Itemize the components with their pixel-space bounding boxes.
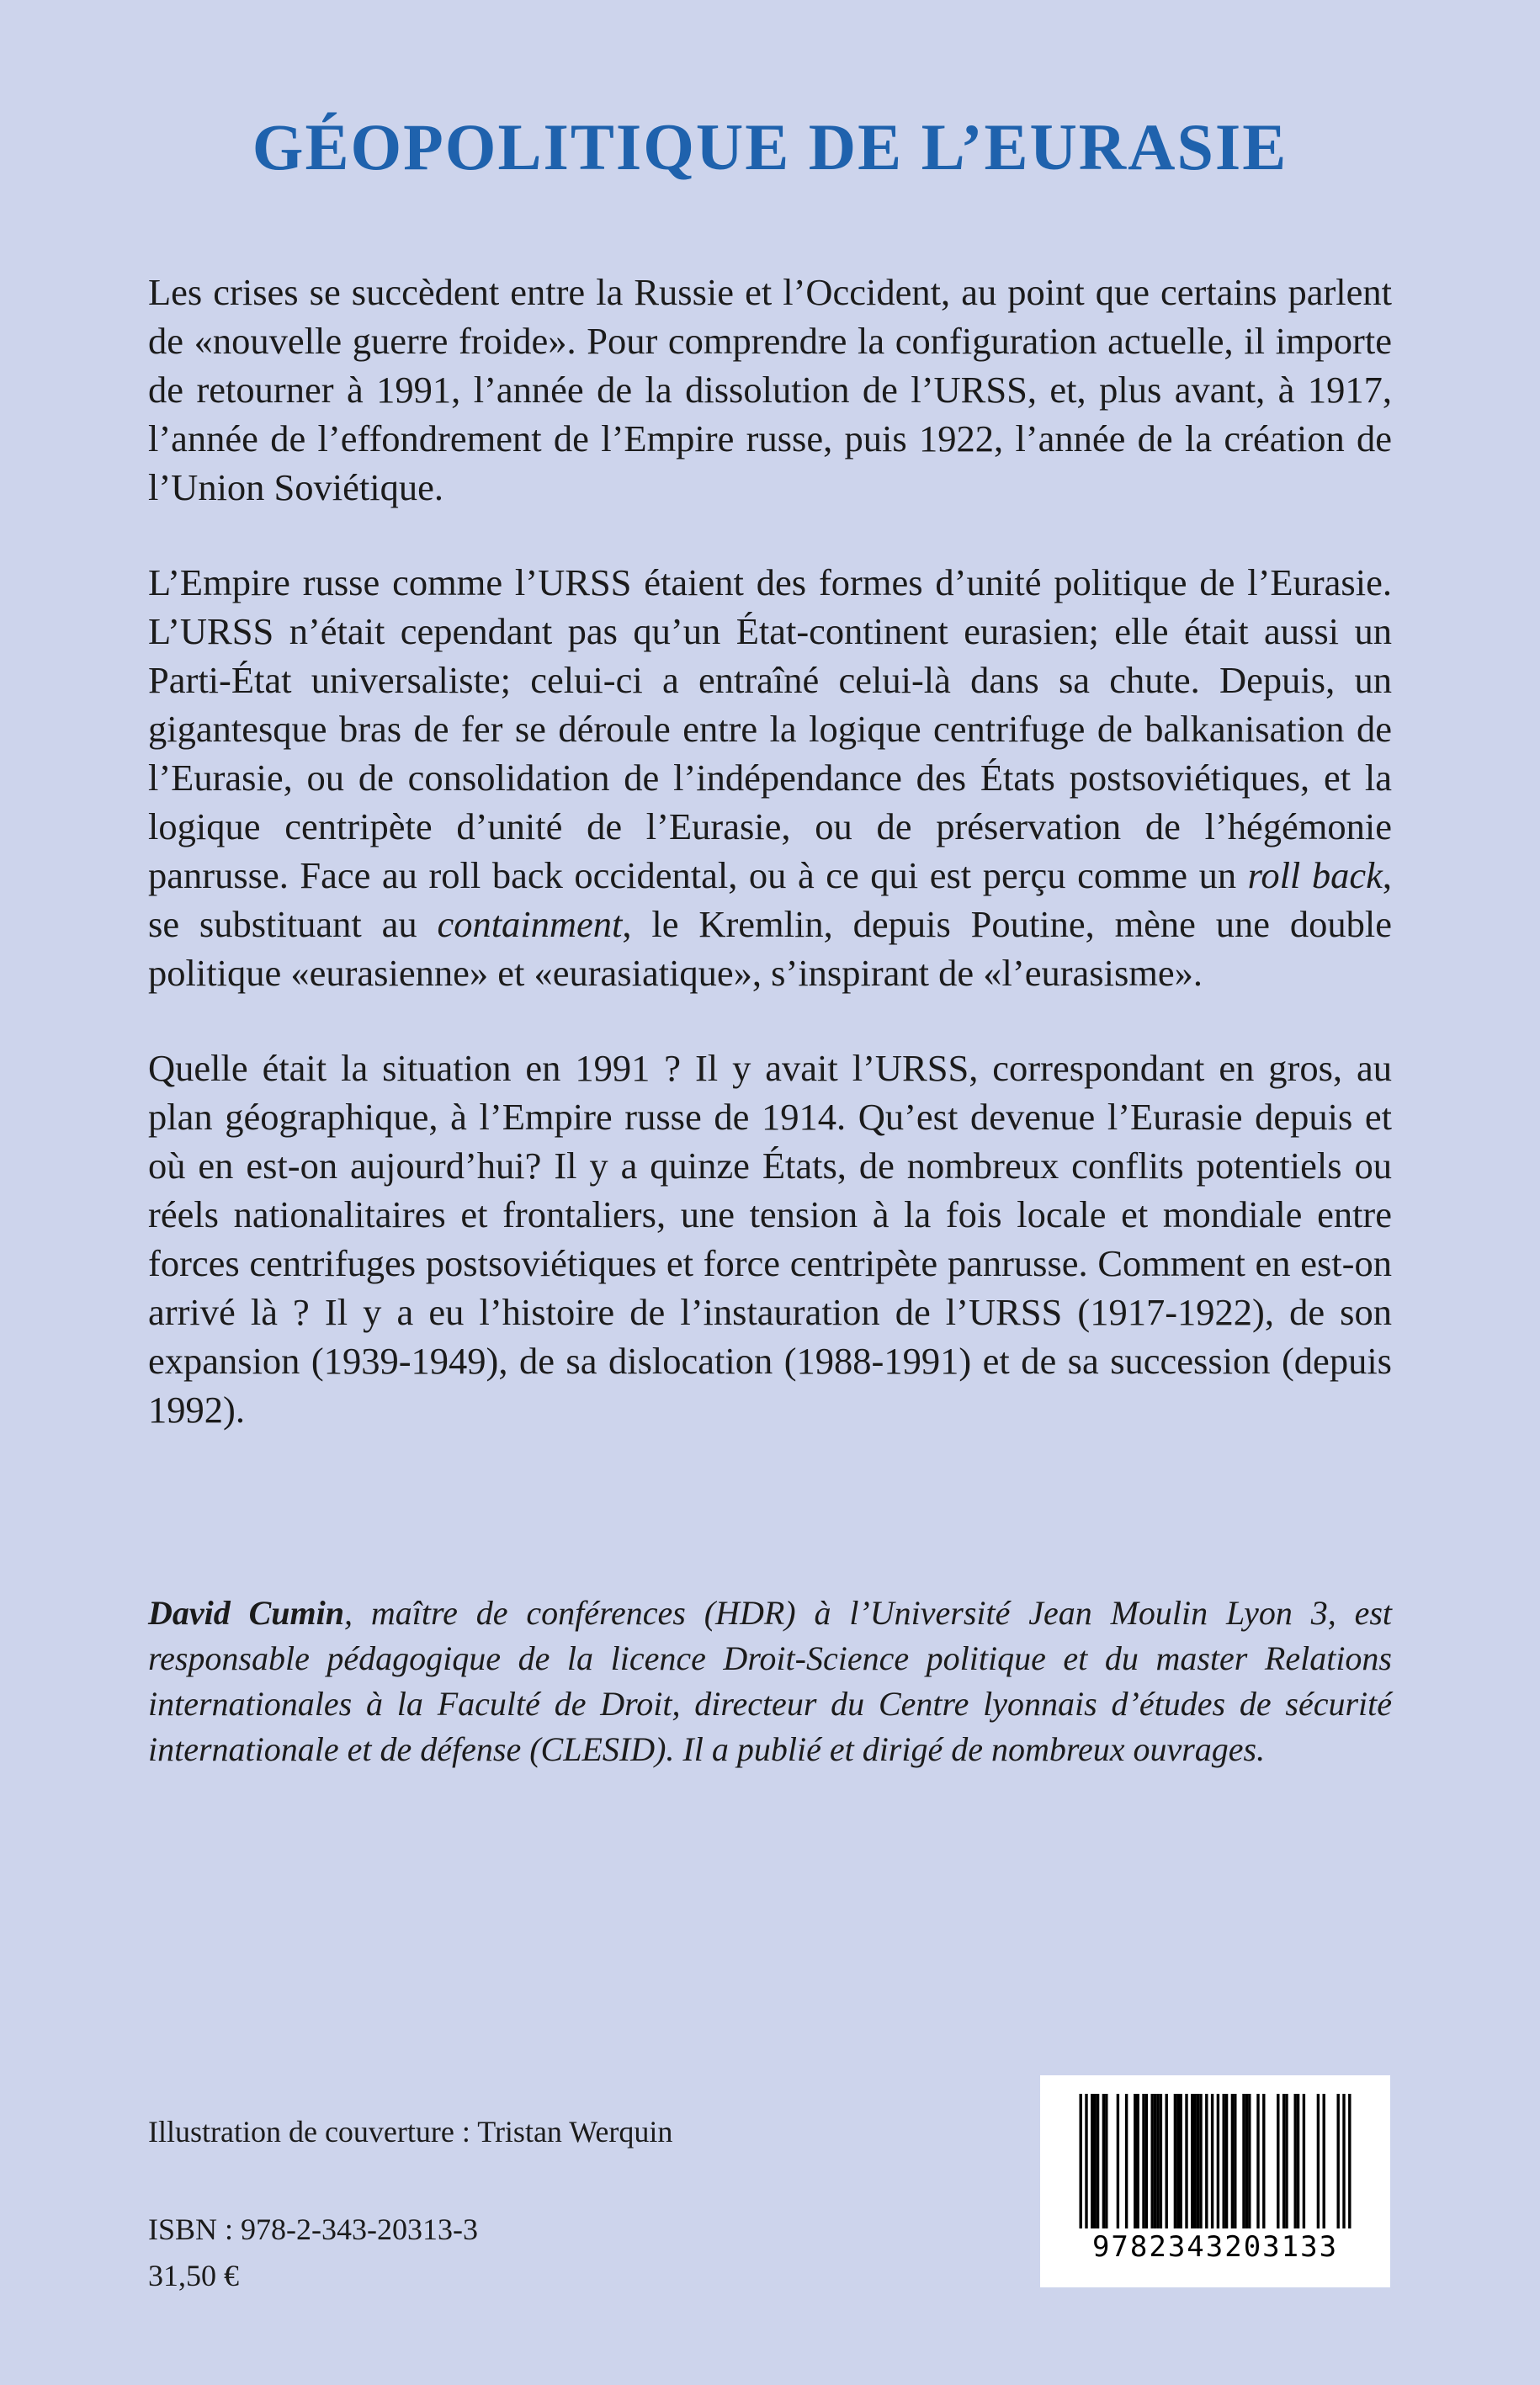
- barcode-bar: [1323, 2094, 1325, 2228]
- barcode-bar: [1248, 2094, 1251, 2228]
- barcode-bar: [1342, 2094, 1345, 2228]
- barcode-bar: [1125, 2094, 1128, 2228]
- barcode-bar: [1166, 2094, 1168, 2228]
- author-name: David Cumin: [148, 1594, 345, 1632]
- barcode-bar: [1282, 2094, 1285, 2228]
- barcode-bar: [1102, 2094, 1105, 2228]
- barcode-bar: [1156, 2094, 1159, 2228]
- barcode-bar: [1337, 2094, 1340, 2228]
- barcode-bar: [1151, 2094, 1154, 2228]
- barcode-bar: [1234, 2094, 1236, 2228]
- barcode-bar: [1160, 2094, 1162, 2228]
- author-bio: [148, 1591, 1392, 1772]
- barcode-bar: [1174, 2094, 1176, 2228]
- barcode-bar: [1285, 2094, 1288, 2228]
- blurb-paragraph-2-part-a: L’Empire russe comme l’URSS étaient des formes d’unité politique de l’Eurasie. L’URSS n’était cependant pas qu’un État-continent eurasien; elle était aussi un Parti-État universaliste; celui-ci a entraîné celui-là dans sa chute. Depuis, un gigantesque bras de fer se déroule entre la logique centrifuge de balkanisation de l’Eurasie, ou de consolidation de l’indépendance des États postsoviétiques, et la logique centripète d’unité de l’Eurasie, ou de préservation de l’hégémonie panrusse. Face au roll back occidental, ou à ce qui est perçu comme un: [148, 561, 1392, 896]
- roll-back-term: roll back: [1247, 854, 1383, 896]
- barcode-bar: [1197, 2094, 1199, 2228]
- barcode-bar: [1094, 2094, 1097, 2228]
- blurb-paragraph-2-part-c: , le Kremlin, depuis Poutine, mène une double politique «eurasienne» et «eurasiatique», s’inspirant de «l’eurasisme».: [148, 903, 1392, 994]
- barcode-bar: [1205, 2094, 1208, 2228]
- barcode-bar: [1223, 2094, 1225, 2228]
- isbn: ISBN : 978-2-343-20313-3: [148, 2212, 478, 2246]
- barcode-bar: [1180, 2094, 1182, 2228]
- barcode-bar: [1185, 2094, 1187, 2228]
- barcode-bar: [1231, 2094, 1234, 2228]
- barcode-bar: [1225, 2094, 1228, 2228]
- barcode-bar: [1142, 2094, 1144, 2228]
- barcode-bar: [1091, 2094, 1093, 2228]
- barcode-bar: [1317, 2094, 1320, 2228]
- blurb-paragraph-2-part-b: , se substituant au: [148, 854, 1392, 945]
- barcode-bar: [1297, 2094, 1299, 2228]
- barcode-bar: [1097, 2094, 1099, 2228]
- barcode-bar: [1105, 2094, 1107, 2228]
- barcode-bar: [1294, 2094, 1297, 2228]
- blurb-paragraph-2: [148, 558, 1392, 997]
- barcode-bar: [1199, 2094, 1202, 2228]
- barcode-bar: [1256, 2094, 1259, 2228]
- barcode: [1040, 2075, 1390, 2287]
- barcode-bar: [1176, 2094, 1179, 2228]
- barcode-bar: [1117, 2094, 1119, 2228]
- barcode-bar: [1191, 2094, 1193, 2228]
- barcode-bar: [1145, 2094, 1148, 2228]
- barcode-bar: [1303, 2094, 1305, 2228]
- barcode-bar: [1277, 2094, 1279, 2228]
- blurb: [148, 268, 1392, 1480]
- barcode-bar: [1242, 2094, 1245, 2228]
- barcode-bar: [1262, 2094, 1265, 2228]
- barcode-bar: [1154, 2094, 1156, 2228]
- author-bio-text: , maître de conférences (HDR) à l’Université Jean Moulin Lyon 3, est responsable pédagogique de la licence Droit-Science politique et du master Relations internationales à la Faculté de Droit, directeur du Centre lyonnais d’études de sécurité internationale et de défense (CLESID). Il a publié et dirigé de nombreux ouvrages.: [148, 1594, 1393, 1768]
- price: 31,50 €: [148, 2259, 239, 2292]
- cover-illustration-credit: Illustration de couverture : Tristan Werquin: [148, 2115, 673, 2149]
- barcode-bar: [1245, 2094, 1248, 2228]
- book-title: GÉOPOLITIQUE DE L’EURASIE: [252, 110, 1288, 183]
- barcode-icon: [1040, 2075, 1390, 2235]
- containment-term: containment: [437, 903, 623, 945]
- barcode-number: 9782343203133: [1091, 2230, 1339, 2264]
- blurb-paragraph-3: Quelle était la situation en 1991 ? Il y avait l’URSS, correspondant en gros, au plan géographique, à l’Empire russe de 1914. Qu’est devenue l’Eurasie depuis et où en est-on aujourd’hui? Il y a quinze États, de nombreux conflits potentiels ou réels nationalitaires et frontaliers, une tension à la fois locale et mondiale entre forces centrifuges postsoviétiques et force centripète panrusse. Comment en est-on arrivé là ? Il y a eu l’histoire de l’instauration de l’URSS (1917-1922), de son expansion (1939-1949), de sa dislocation (1988-1991) et de sa succession (depuis 1992).: [148, 1047, 1392, 1431]
- barcode-bar: [1134, 2094, 1136, 2228]
- barcode-bar: [1348, 2094, 1351, 2228]
- blurb-paragraph-1: Les crises se succèdent entre la Russie et l’Occident, au point que certains parlent de «nouvelle guerre froide». Pour comprendre la configuration actuelle, il importe de retourner à 1991, l’année de la dissolution de l’URSS, et, plus avant, à 1917, l’année de l’effondrement de l’Empire russe, puis 1922, l’année de la création de l’Union Soviétique.: [148, 271, 1392, 508]
- barcode-bar: [1137, 2094, 1139, 2228]
- barcode-bar: [1085, 2094, 1087, 2228]
- barcode-bar: [1194, 2094, 1197, 2228]
- barcode-bar: [1217, 2094, 1219, 2228]
- barcode-bar: [1211, 2094, 1213, 2228]
- barcode-bar: [1080, 2094, 1082, 2228]
